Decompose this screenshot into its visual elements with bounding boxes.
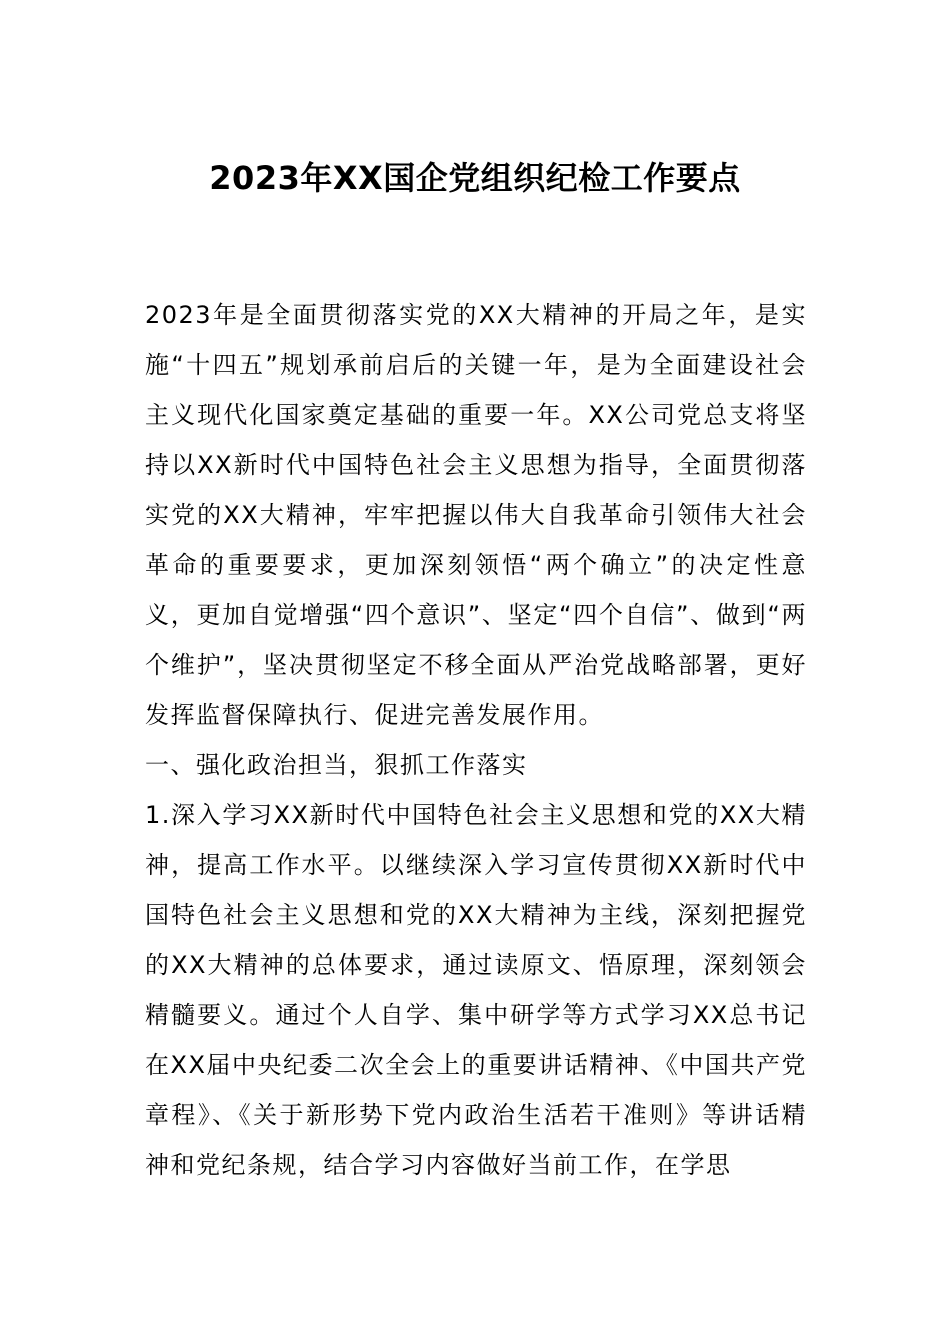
section-heading-1: 一、强化政治担当，狠抓工作落实 (145, 751, 528, 779)
item-paragraph-1: 1.深入学习XX新时代中国特色社会主义思想和党的XX大精神，提高工作水平。以继续深入学习宣传贯彻XX新时代中国特色社会主义思想和党的XX大精神为主线，深刻把握党的XX大精神的总体要求，通过读原文、悟原理，深刻领会精髓要义。通过个人自学、集中研学等方式学习XX总书记在XX届中央纪委二次全会上的重要讲话精神、《中国共产党章程》、《关于新形势下党内政治生活若干准则》等讲话精神和党纪条规，结合学习内容做好当前工作，在学思 (145, 801, 807, 1179)
document-body (145, 290, 807, 1190)
intro-paragraph: 2023年是全面贯彻落实党的XX大精神的开局之年，是实施“十四五”规划承前启后的关键一年，是为全面建设社会主义现代化国家奠定基础的重要一年。XX公司党总支将坚持以XX新时代中国特色社会主义思想为指导，全面贯彻落实党的XX大精神，牢牢把握以伟大自我革命引领伟大社会革命的重要要求，更加深刻领悟“两个确立”的决定性意义，更加自觉增强“四个意识”、坚定“四个自信”、做到“两个维护”，坚决贯彻坚定不移全面从严治党战略部署，更好发挥监督保障执行、促进完善发展作用。 (145, 301, 807, 729)
document-title: 2023年XX国企党组织纪检工作要点 (209, 159, 741, 197)
